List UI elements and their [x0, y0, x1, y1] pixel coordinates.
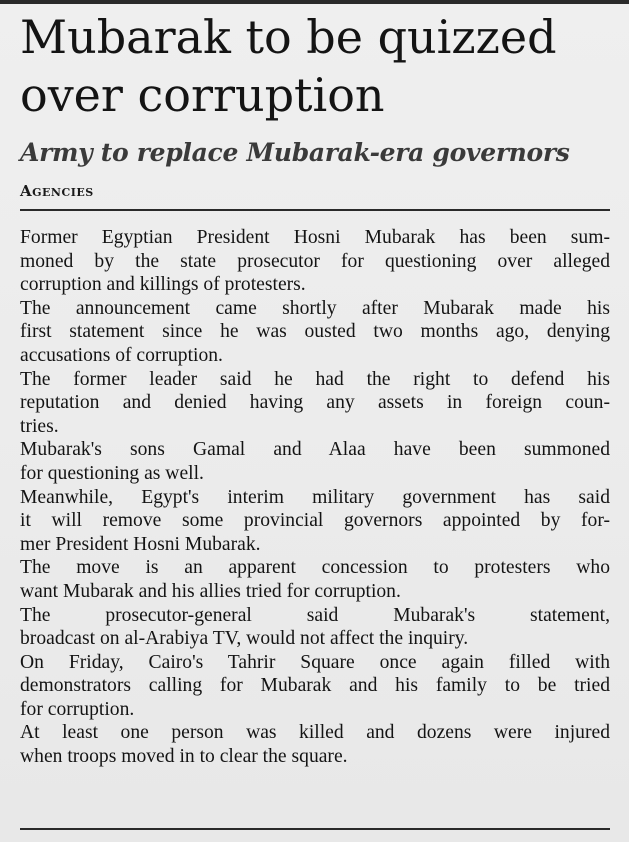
text-line: broadcast on al-Arabiya TV, would not affect the inquiry.	[20, 628, 469, 650]
text-line: when troops moved in to clear the square.	[20, 746, 348, 768]
text-line: Former Egyptian President Hosni Mubarak has been sum-	[20, 227, 610, 248]
text-line: accusations of corruption.	[20, 344, 223, 366]
text-line: mer President Hosni Mubarak.	[20, 533, 261, 555]
text-line: want Mubarak and his allies tried for corruption.	[20, 580, 401, 602]
text-line: Mubarak's sons Gamal and Alaa have been summoned	[20, 439, 610, 461]
paragraph	[20, 651, 610, 722]
paragraph	[20, 604, 610, 651]
text-line: Meanwhile, Egypt's interim military government has said	[20, 486, 610, 508]
bottom-rule	[20, 828, 610, 830]
paragraph	[20, 297, 610, 368]
text-line: demonstrators calling for Mubarak and his family to be tried	[20, 675, 610, 697]
text-line: The prosecutor-general said Mubarak's statement,	[20, 604, 610, 626]
paragraph	[20, 721, 610, 768]
subheadline: Army to replace Mubarak-era governors	[20, 138, 570, 167]
headline-line: over corruption	[20, 68, 385, 122]
text-line: first statement since he was ousted two months ago, denying	[20, 321, 610, 343]
text-line: The former leader said he had the right to defend his	[20, 368, 610, 390]
text-line: corruption and killings of protesters.	[20, 274, 306, 296]
paragraph	[20, 226, 610, 297]
text-line: The announcement came shortly after Mubarak made his	[20, 297, 610, 319]
text-line: it will remove some provincial governors appointed by for-	[20, 510, 610, 532]
text-line: The move is an apparent concession to protesters who	[20, 557, 610, 579]
paragraph	[20, 438, 610, 485]
byline: Agencies	[20, 182, 94, 200]
text-line: moned by the state prosecutor for questioning over alleged	[20, 250, 610, 272]
headline-line: Mubarak to be quizzed	[20, 10, 557, 64]
paragraph	[20, 368, 610, 439]
byline-rule	[20, 209, 610, 211]
top-rule	[0, 0, 629, 4]
text-line: for questioning as well.	[20, 462, 204, 484]
text-line: for corruption.	[20, 698, 135, 720]
text-line: reputation and denied having any assets in foreign coun-	[20, 392, 610, 414]
text-line: At least one person was killed and dozens were injured	[20, 722, 610, 744]
paragraph	[20, 556, 610, 603]
paragraph	[20, 486, 610, 557]
headline	[20, 8, 620, 124]
text-line: tries.	[20, 415, 59, 437]
text-line: On Friday, Cairo's Tahrir Square once again filled with	[20, 651, 610, 673]
article-body	[20, 226, 610, 769]
